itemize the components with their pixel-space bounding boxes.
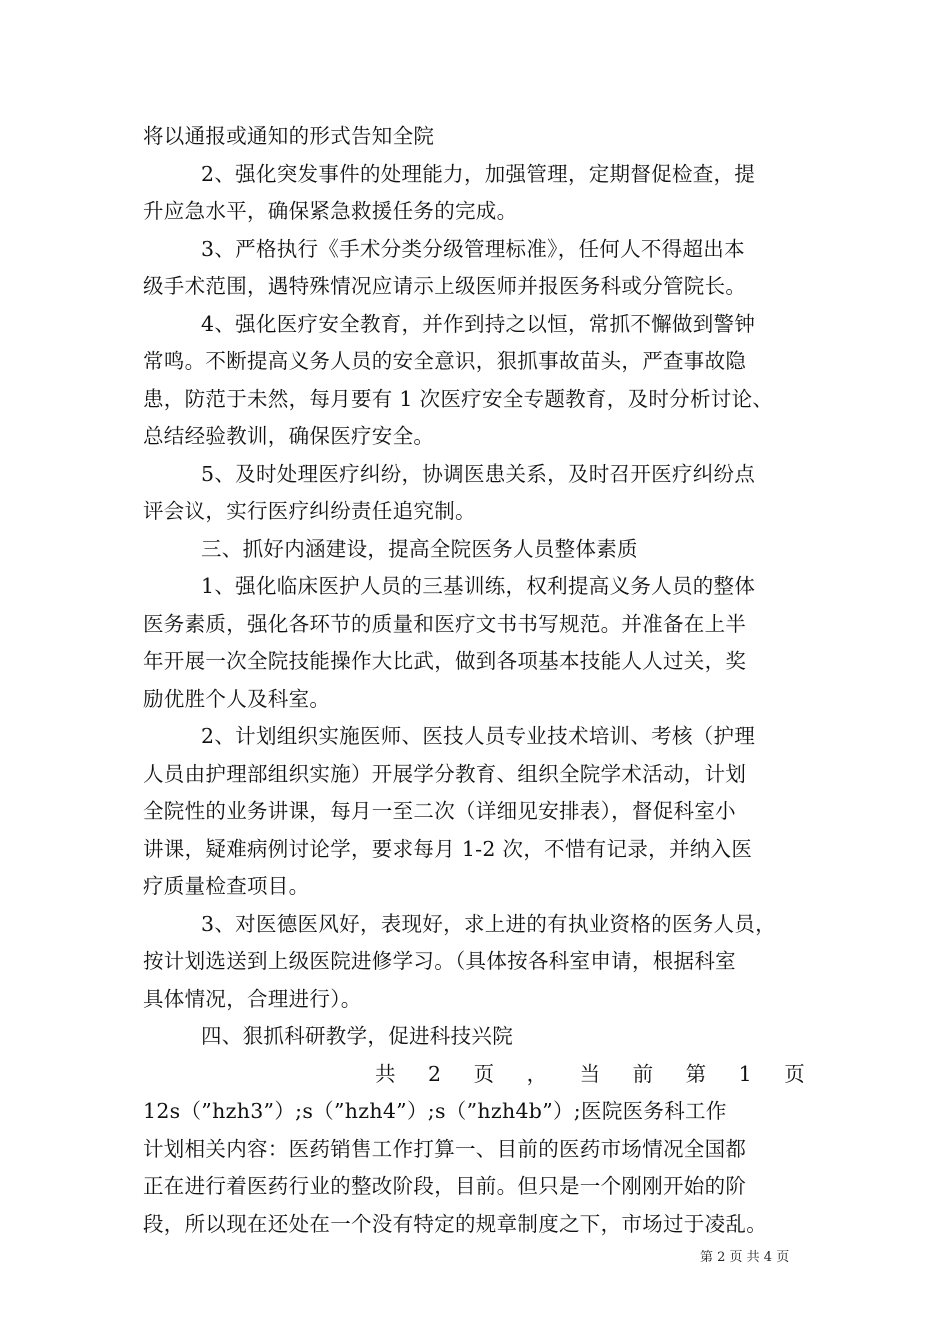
- page-marker-char: 1: [738, 1061, 752, 1086]
- text-line: 升应急水平，确保紧急救援任务的完成。: [143, 199, 518, 223]
- text-line: 段，所以现在还处在一个没有特定的规章制度之下，市场过于凌乱。: [143, 1211, 767, 1236]
- text-line: 讲课，疑难病例讨论学，要求每月 1-2 次，不惜有记录，并纳入医: [143, 836, 753, 861]
- text-line: 将以通报或通知的形式告知全院: [143, 124, 435, 148]
- page-marker-char: 共: [375, 1061, 396, 1086]
- text-line: 年开展一次全院技能操作大比武，做到各项基本技能人人过关，奖: [143, 649, 747, 673]
- page-footer: 第 2 页 共 4 页: [700, 1250, 790, 1265]
- text-line: 正在进行着医药行业的整改阶段，目前。但只是一个刚刚开始的阶: [143, 1174, 747, 1198]
- page-marker-char: 2: [428, 1061, 442, 1086]
- text-line: 5、及时处理医疗纠纷，协调医患关系，及时召开医疗纠纷点: [201, 461, 756, 486]
- document-body: [143, 118, 823, 1243]
- text-line: 人员由护理部组织实施）开展学分教育、组织全院学术活动，计划: [143, 761, 747, 786]
- page-marker-char: 页: [473, 1061, 495, 1086]
- text-line: 按计划选送到上级医院进修学习。（具体按各科室申请，根据科室: [143, 949, 736, 973]
- text-line: 1、强化临床医护人员的三基训练，权利提高义务人员的整体: [201, 574, 756, 598]
- section-heading: 三、抓好内涵建设，提高全院医务人员整体素质: [201, 536, 638, 561]
- text-line: 3、严格执行《手术分类分级管理标准》，任何人不得超出本: [201, 236, 745, 261]
- text-line: 计划相关内容：医药销售工作打算一、目前的医药市场情况全国都: [143, 1136, 747, 1161]
- text-line: 具体情况，合理进行）。: [143, 986, 362, 1011]
- text-line: 级手术范围，遇特殊情况应请示上级医师并报医务科或分管院长。: [143, 274, 747, 298]
- text-line: 12s（”hzh3”）;s（”hzh4”）;s（”hzh4b”）;医院医务科工作: [143, 1099, 727, 1123]
- text-line: 全院性的业务讲课，每月一至二次（详细见安排表），督促科室小: [143, 799, 736, 823]
- text-line: 4、强化医疗安全教育，并作到持之以恒，常抓不懈做到警钟: [201, 311, 756, 336]
- text-line: 2、计划组织实施医师、医技人员专业技术培训、考核（护理: [201, 724, 756, 748]
- page-marker-char: ，: [526, 1061, 548, 1086]
- page-marker-char: 页: [784, 1061, 805, 1086]
- text-line: 疗质量检查项目。: [143, 874, 310, 898]
- text-line: 励优胜个人及科室。: [143, 686, 331, 711]
- text-line: 2、强化突发事件的处理能力，加强管理，定期督促检查，提: [201, 161, 756, 186]
- page-marker: [143, 1056, 823, 1094]
- text-line: 患，防范于未然，每月要有 1 次医疗安全专题教育，及时分析讨论、: [143, 386, 774, 411]
- text-line: 评会议，实行医疗纠纷责任追究制。: [143, 499, 476, 523]
- text-line: 3、对医德医风好，表现好，求上进的有执业资格的医务人员，: [201, 911, 776, 936]
- page-marker-char: 前: [632, 1061, 654, 1086]
- text-line: 医务素质，强化各环节的质量和医疗文书书写规范。并准备在上半: [143, 611, 747, 636]
- text-line: 总结经验教训，确保医疗安全。: [143, 424, 435, 448]
- page-marker-char: 当: [579, 1061, 601, 1086]
- section-heading: 四、狠抓科研教学，促进科技兴院: [201, 1024, 513, 1048]
- page-marker-char: 第: [685, 1061, 707, 1086]
- text-line: 常鸣。不断提高义务人员的安全意识，狠抓事故苗头，严查事故隐: [143, 349, 747, 373]
